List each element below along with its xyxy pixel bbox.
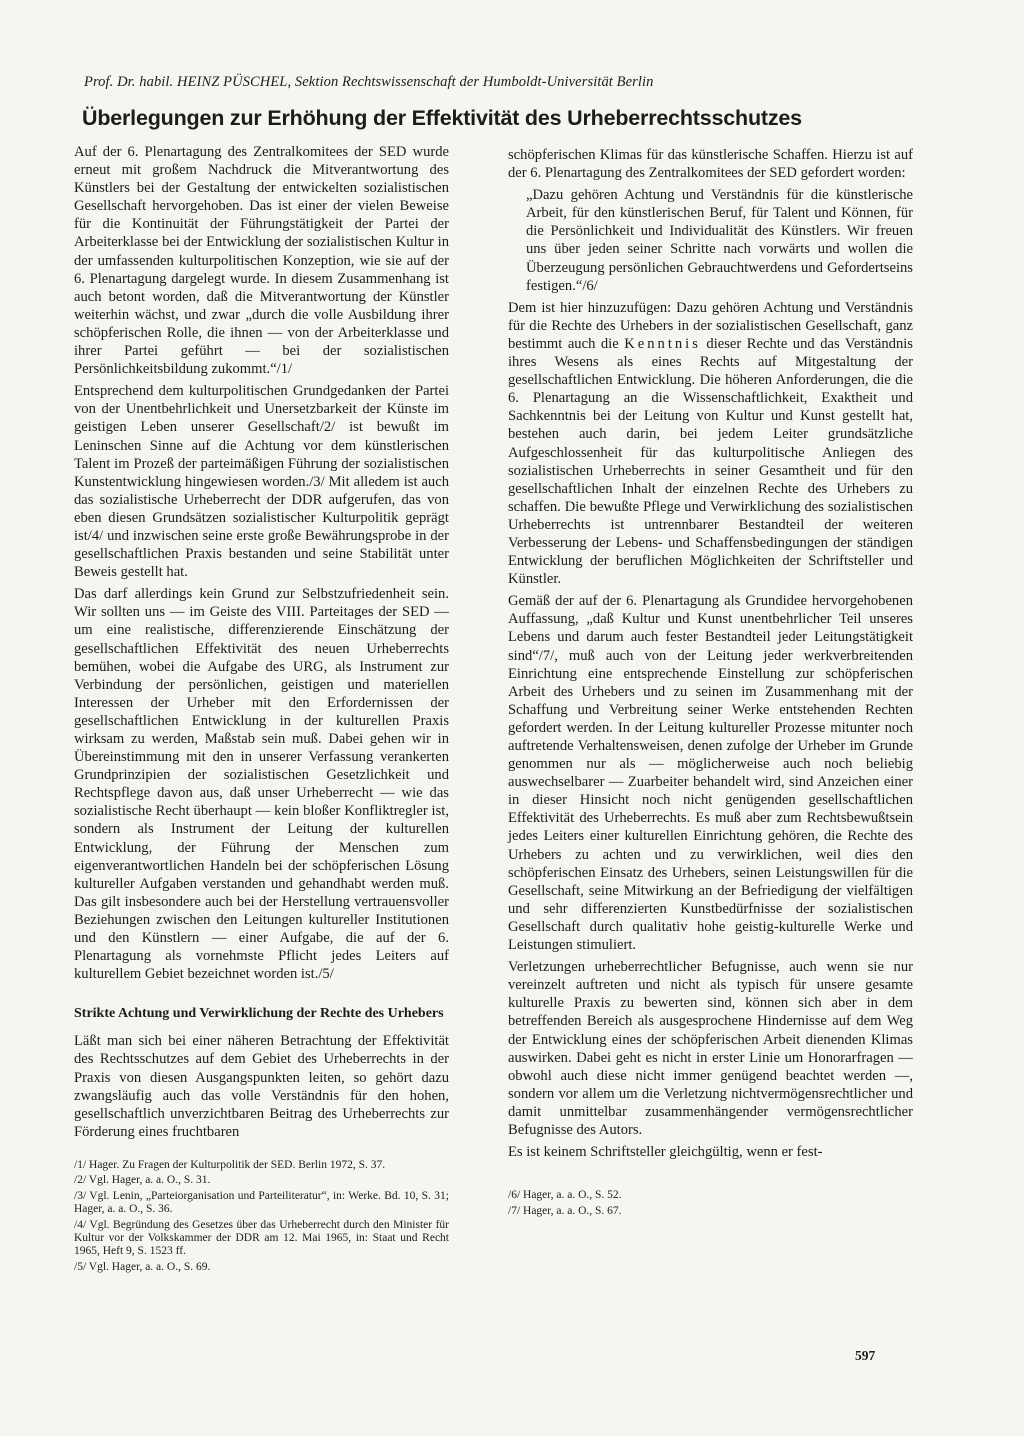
block-quote: „Dazu gehören Achtung und Verständnis für die künstlerische Arbeit, für den künstlerischen Beruf, für Talent und Können, für die Persönlichkeit und Individualität des Künstlers. Wir freuen uns über jeden seiner Schritte nach vorwärts und wollen die Überzeugung persönlichen Gebrauchtwerdens und Gefordertseins festigen.“/6/ xyxy=(526,187,913,294)
left-column xyxy=(74,143,449,1276)
author-byline: Prof. Dr. habil. HEINZ PÜSCHEL, Sektion Rechtswissenschaft der Humboldt-Universität Berlin xyxy=(84,74,654,90)
paragraph: Das darf allerdings kein Grund zur Selbstzufriedenheit sein. Wir sollten uns — im Geiste des VIII. Parteitages der SED — um eine realistische, differenzierende Einschätzung der gesellschaftlichen Effektivität des neuen Urheberrechts bemühen, wobei die Aufgabe des URG, als Instrument zur Verbindung der persönlichen, geistigen und materiellen Interessen der Urheber mit den Erfordernissen der gesellschaftlichen Entwicklung in der kulturellen Praxis wirksam zu werden, Maßstab sein muß. Dabei gehen wir in Übereinstimmung mit den in unserer Verfassung verankerten Grundprinzipien der sozialistischen Gesetzlichkeit und Rechtspflege davon aus, daß unser Urheberrecht — wie das sozialistische Recht überhaupt — kein bloßer Konfliktregler ist, sondern als Instrument der Leitung der kulturellen Entwicklung, der Führung der Menschen zum eigenverantwortlichen Handeln bei der schöpferischen Lösung kultureller Aufgaben verstanden und gehandhabt werden muß. Das gilt insbesondere auch bei der Herstellung vertrauensvoller Beziehungen zwischen den Leitungen kultureller Institutionen und den Künstlern — einer Aufgabe, die auf der 6. Plenartagung als vornehmste Pflicht jedes Leiters auf kulturellem Gebiet bezeichnet worden ist./5/ xyxy=(74,586,449,983)
paragraph: Verletzungen urheberrechtlicher Befugnisse, auch wenn sie nur vereinzelt auftreten und nicht als typisch für unsere gesamte kulturelle Praxis zu bewerten sind, können sich aber in dem betreffenden Bereich als ausgesprochene Hindernisse auf dem Weg der Entwicklung eines der schöpferischen Arbeit dienenden Klimas auswirken. Dabei geht es nicht in erster Linie um Honorarfragen — obwohl auch diese nicht immer genügend beachtet werden —, sondern vor allem um die Verletzung nichtvermögensrechtlicher und damit unmittelbar zusammenhängender vermögensrechtlicher Befugnisse des Autors. xyxy=(508,959,913,1138)
paragraph: Es ist keinem Schriftsteller gleichgültig, wenn er fest- xyxy=(508,1144,823,1161)
footnote: /1/ Hager. Zu Fragen der Kulturpolitik der SED. Berlin 1972, S. 37. xyxy=(74,1158,386,1171)
footnote: /6/ Hager, a. a. O., S. 52. xyxy=(508,1189,622,1202)
footnote: /7/ Hager, a. a. O., S. 67. xyxy=(508,1204,622,1217)
page-number: 597 xyxy=(855,1348,876,1363)
paragraph-text: Dem ist hier hinzuzufügen: Dazu gehören Achtung und Verständnis für die Rechte des Urhebers in der sozialistischen Gesellschaft, ganz bestimmt auch die xyxy=(508,299,913,352)
emphasized-word: Kenntnis xyxy=(624,335,701,352)
article-title: Überlegungen zur Erhöhung der Effektivität des Urheberrechtsschutzes xyxy=(82,106,802,130)
footnote: /5/ Vgl. Hager, a. a. O., S. 69. xyxy=(74,1260,211,1273)
footnote: /3/ Vgl. Lenin, „Parteiorganisation und Parteiliteratur“, in: Werke. Bd. 10, S. 31; Hager, a. a. O., S. 36. xyxy=(74,1189,449,1216)
footnote: /4/ Vgl. Begründung des Gesetzes über das Urheberrecht durch den Minister für Kultur vor der Volkskammer der DDR am 12. Mai 1965, in: Staat und Recht 1965, Heft 9, S. 1523 ff. xyxy=(74,1218,449,1258)
right-column xyxy=(508,146,913,1220)
paragraph: Entsprechend dem kulturpolitischen Grundgedanken der Partei von der Unentbehrlichkeit und Unersetzbarkeit der Künste im geistigen Leben unserer Gesellschaft/2/ ist bewußt im Leninschen Sinne auf die Achtung vor dem künstlerischen Talent im Prozeß der parteimäßigen Führung der sozialistischen Kunstentwicklung hingewiesen worden./3/ Mit alledem ist auch das sozialistische Urheberrecht der DDR aufgerufen, das von eben diesen Grundsätzen sozialistischer Kulturpolitik geprägt ist/4/ und inzwischen seine erste große Bewährungsprobe in der gesellschaftlichen Praxis bestanden und seine Stabilität unter Beweis gestellt hat. xyxy=(74,383,449,581)
footnotes-left xyxy=(74,1159,449,1274)
paragraph: Auf der 6. Plenartagung des Zentralkomitees der SED wurde erneut mit großem Nachdruck die Mitverantwortung des Künstlers bei der Gestaltung der entwickelten sozialistischen Gesellschaft hervorgehoben. Das ist einer der vielen Beweise für die Kontinuität der Führungstätigkeit der Partei der Arbeiterklasse bei der Entwicklung der sozialistischen Kultur in der umfassenden kulturpolitischen Konzeption, wie sie auf der 6. Plenartagung dargelegt wurde. In diesem Zusammenhang ist auch betont worden, daß die Mitverantwortung der Künstler weiterhin wächst, und zwar „durch die volle Ausbildung ihrer schöpferischen Rolle, die ihnen — von der Arbeiterklasse und ihrer Partei geführt — bei der sozialistischen Persönlichkeitsbildung zukommt.“/1/ xyxy=(74,144,449,378)
footnotes-right xyxy=(508,1189,913,1218)
paragraph: Gemäß der auf der 6. Plenartagung als Grundidee hervorgehobenen Auffassung, „daß Kultur und Kunst unentbehrlicher Teil unseres Lebens und darum auch fester Bestandteil jeder Leitungstätigkeit sind“/7/, muß auch von der Leitung jeder werkverbreitenden Einrichtung eine entsprechende Einstellung zur schöpferischen Arbeit des Urhebers und zu seinen im Zusammenhang mit der Schaffung und Verbreitung seiner Werke entstehenden Rechten gefordert werden. In der Leitung kultureller Prozesse mitunter noch auftretende Verhaltensweisen, denen zufolge der Urheber im Grunde genommen nur als — möglicherweise auch noch beliebig auswechselbarer — Zuarbeiter behandelt wird, sind Anzeichen einer in dieser Hinsicht noch nicht genügenden gesellschaftlichen Effektivität des Urheberrechts. Es muß aber zum Rechtsbewußtsein jedes Leiters einer kulturellen Einrichtung gehören, die Rechte des Urhebers zu achten und zu verwirklichen, weil dies den schöpferischen Einsatz des Urhebers, seinen Leistungswillen für die Gesellschaft, seine Mitwirkung an der Befriedigung der vielfältigen und sehr differenzierten Kunstbedürfnisse der sozialistischen Gesellschaft durch qualitativ hohe geistig-kulturelle Werke und Leistungen stimuliert. xyxy=(508,593,913,954)
footnote: /2/ Vgl. Hager, a. a. O., S. 31. xyxy=(74,1174,211,1187)
paragraph: Läßt man sich bei einer näheren Betrachtung der Effektivität des Rechtsschutzes auf dem Gebiet des Urheberrechts in der Praxis von diesen Ausgangspunkten leiten, so gehört dazu zwangsläufig auch das volle Verständnis für den hohen, gesellschaftlich unverzichtbaren Beitrag des Urheberrechts zur Förderung eines fruchtbaren xyxy=(74,1033,449,1140)
section-heading: Strikte Achtung und Verwirklichung der Rechte des Urhebers xyxy=(74,1006,444,1022)
paragraph-text: dieser Rechte und das Verständnis ihres Wesens als eines Rechts auf Mitgestaltung der gesellschaftlichen Entwicklung. Die höheren Anforderungen, die die 6. Plenartagung an die Wissenschaftlichkeit, Exaktheit und Sachkenntnis bei der Leitung von Kultur und Kunst gestellt hat, bestehen auch darin, bei jedem Leiter grundsätzliche Aufgeschlossenheit für das kulturpolitische Anliegen des sozialistischen Urheberrechts in seiner Gesamtheit und für den gesellschaftlichen Inhalt der einzelnen Rechte des Urhebers zu schaffen. Die bewußte Pflege und Verwirklichung des sozialistischen Urheberrechts ist untrennbarer Bestandteil der weiteren Verbesserung der Lebens- und Schaffensbedingungen der ständigen Entwicklung der beruflichen Möglichkeiten der Schriftsteller und Künstler. xyxy=(508,335,913,588)
paragraph xyxy=(508,299,913,589)
paragraph: schöpferischen Klimas für das künstlerische Schaffen. Hierzu ist auf der 6. Plenartagung des Zentralkomitees der SED gefordert worden: xyxy=(508,147,913,182)
